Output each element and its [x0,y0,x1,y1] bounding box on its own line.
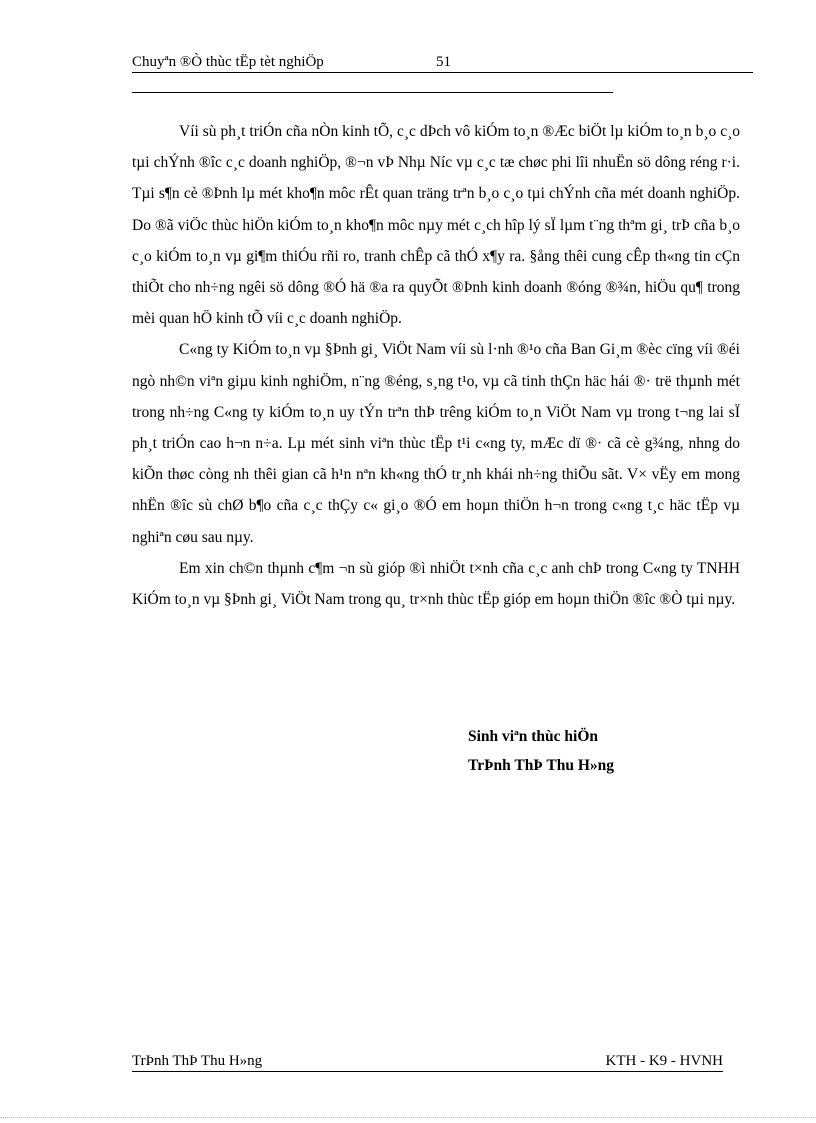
header-divider [132,92,613,93]
signature-block [468,722,614,780]
page-footer [132,1051,723,1072]
footer-class-code: KTH - K9 - HVNH [605,1053,723,1069]
signature-name: TrÞnh ThÞ Thu H»ng [468,757,615,774]
document-title: Chuyªn ®Ò thùc tËp tèt nghiÖp [132,54,324,70]
page-bottom-border [0,1117,816,1118]
page-header [132,52,753,73]
paragraph-2: C«ng ty KiÓm to¸n vµ §Þnh gi¸ ViÖt Nam víi sù l·nh ®¹o cña Ban Gi¸m ®èc cïng víi ®éi ngò nh©n viªn giµu kinh nghiÖm, n¨ng ®éng, s¸ng t¹o, vµ cã tinh thÇn häc hái ®· trë thµnh mét trong nh÷ng C«ng ty kiÓm to¸n uy tÝn trªn thÞ trêng kiÓm to¸n ViÖt Nam vµ trong t¬ng lai sÏ ph¸t triÓn cao h¬n n÷a. Lµ mét sinh viªn thùc tËp t¹i c«ng ty, mÆc dï ®· cã cè g¾ng, nhng do kiÕn thøc còng nh thêi gian cã h¹n nªn kh«ng thÓ tr¸nh khái nh÷ng thiÕu sãt. V× vËy em mong nhËn ®îc sù chØ b¶o cña c¸c thÇy c« gi¸o ®Ó em hoµn thiÖn h¬n trong c«ng t¸c häc tËp vµ nghiªn cøu sau nµy. [132,341,740,546]
signature-role: Sinh viªn thùc hiÖn [468,728,599,745]
paragraph-1: Víi sù ph¸t triÓn cña nÒn kinh tÕ, c¸c dÞch vô kiÓm to¸n ®Æc biÖt lµ kiÓm to¸n b¸o c¸o tµi chÝnh ®îc c¸c doanh nghiÖp, ®¬n vÞ Nhµ Níc vµ c¸c tæ chøc phi lîi nhuËn sö dông réng r·i. Tµi s¶n cè ®Þnh lµ mét kho¶n môc rÊt quan träng trªn b¸o c¸o tµi chÝnh cña mét doanh nghiÖp. Do ®ã viÖc thùc hiÖn kiÓm to¸n kho¶n môc nµy mét c¸ch hîp lý sÏ lµm t¨ng thªm gi¸ trÞ cña b¸o c¸o kiÓm to¸n vµ gi¶m thiÓu rñi ro, tranh chÊp cã thÓ x¶y ra. §ång thêi cung cÊp th«ng tin cÇn thiÕt cho nh÷ng ngêi sö dông ®Ó hä ®a ra quyÕt ®Þnh kinh doanh ®óng ®¾n, hiÖu qu¶ trong mèi quan hÖ kinh tÕ víi c¸c doanh nghiÖp. [132,123,740,328]
paragraph-3: Em xin ch©n thµnh c¶m ¬n sù gióp ®ì nhiÖt t×nh cña c¸c anh chÞ trong C«ng ty TNHH KiÓm to¸n vµ §Þnh gi¸ ViÖt Nam trong qu¸ tr×nh thùc tËp gióp em hoµn thiÖn ®îc ®Ò tµi nµy. [132,559,740,609]
document-body [132,116,740,615]
page-number: 51 [436,54,451,70]
footer-author: TrÞnh ThÞ Thu H»ng [132,1053,263,1069]
